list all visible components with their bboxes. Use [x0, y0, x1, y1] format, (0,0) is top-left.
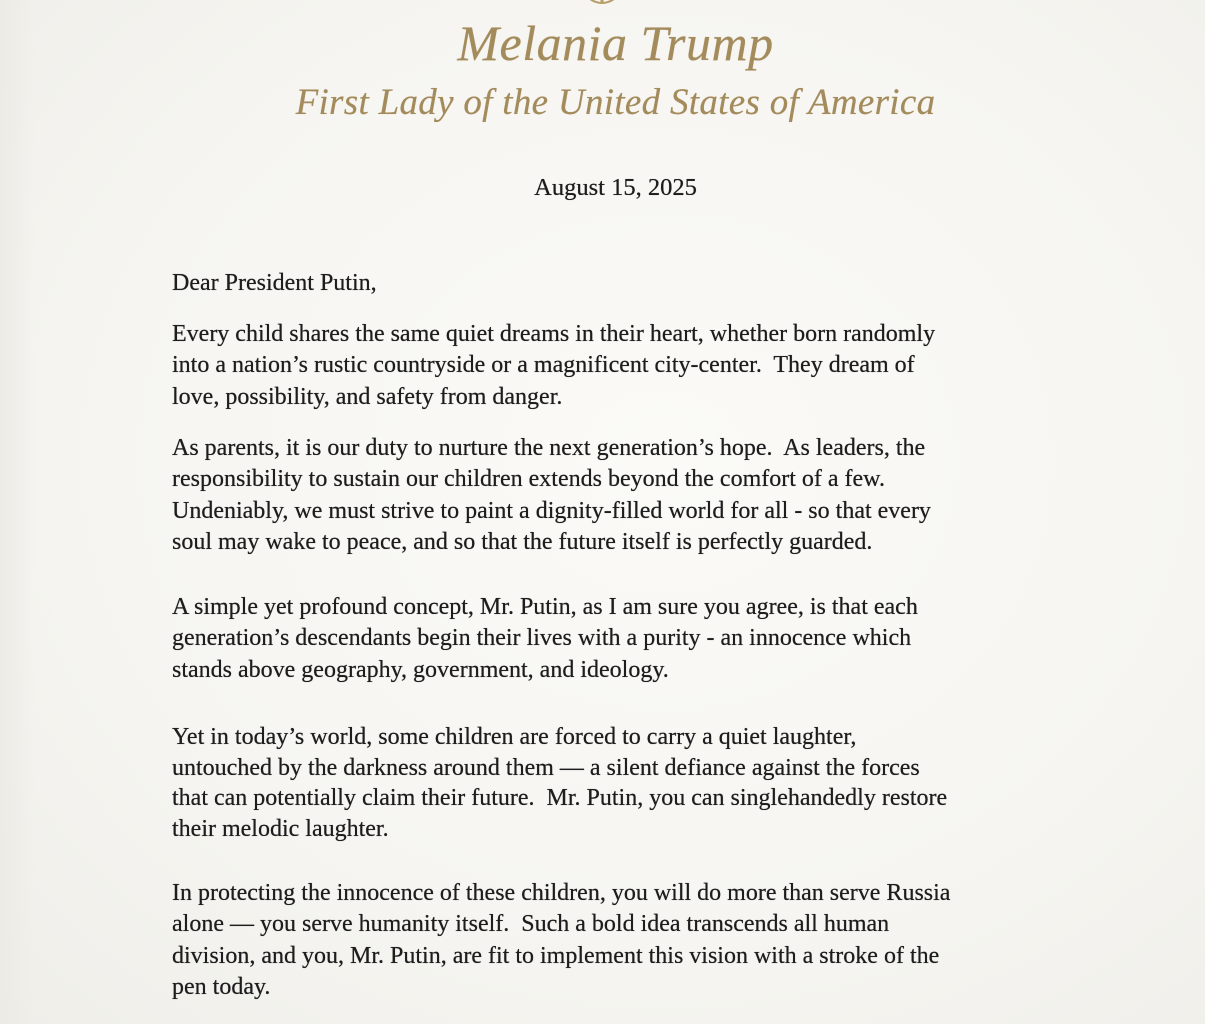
seal-emblem-icon	[582, 0, 622, 8]
paragraph-line: alone — you serve humanity itself. Such a bold idea transcends all human	[172, 911, 890, 938]
paragraph-line: division, and you, Mr. Putin, are fit to implement this vision with a stroke of the	[172, 942, 940, 969]
letter-date: August 15, 2025	[534, 174, 697, 201]
paragraph-5	[172, 878, 950, 1003]
paragraph-line: stands above geography, government, and ideology.	[172, 656, 669, 683]
paragraph-line: generation’s descendants begin their lives with a purity - an innocence which	[172, 625, 912, 652]
paragraph-line: As parents, it is our duty to nurture the next generation’s hope. As leaders, the	[172, 435, 926, 461]
paper-edge-shadow	[0, 0, 34, 1024]
paragraph-line: responsibility to sustain our children extends beyond the comfort of a few.	[172, 466, 885, 493]
paragraph-line: that can potentially claim their future. Mr. Putin, you can singlehandedly restore	[172, 785, 948, 812]
paragraph-line: into a nation’s rustic countryside or a magnificent city-center. They dream of	[172, 352, 915, 379]
paragraph-line: Every child shares the same quiet dreams in their heart, whether born randomly	[172, 321, 936, 347]
paragraph-line: love, possibility, and safety from danger.	[172, 383, 563, 410]
paragraph-1	[172, 319, 935, 413]
paragraph-3	[172, 592, 918, 686]
paragraph-line: A simple yet profound concept, Mr. Putin, as I am sure you agree, is that each	[172, 594, 918, 620]
paragraph-4	[172, 722, 947, 844]
paragraph-line: In protecting the innocence of these children, you will do more than serve Russia	[172, 880, 951, 906]
letterhead-name: Melania Trump	[457, 15, 774, 71]
salutation	[172, 268, 377, 299]
paragraph-line: untouched by the darkness around them — a silent defiance against the forces	[172, 754, 920, 781]
paragraph-line: pen today.	[172, 973, 271, 1000]
paragraph-line: Yet in today’s world, some children are forced to carry a quiet laughter,	[172, 724, 857, 750]
salutation-line: Dear President Putin,	[172, 270, 377, 296]
paragraph-line: their melodic laughter.	[172, 815, 389, 842]
paragraph-line: soul may wake to peace, and so that the future itself is perfectly guarded.	[172, 528, 873, 555]
paragraph-2	[172, 433, 931, 558]
paragraph-line: Undeniably, we must strive to paint a dignity-filled world for all - so that every	[172, 497, 931, 524]
letterhead-title: First Lady of the United States of America	[295, 82, 936, 123]
